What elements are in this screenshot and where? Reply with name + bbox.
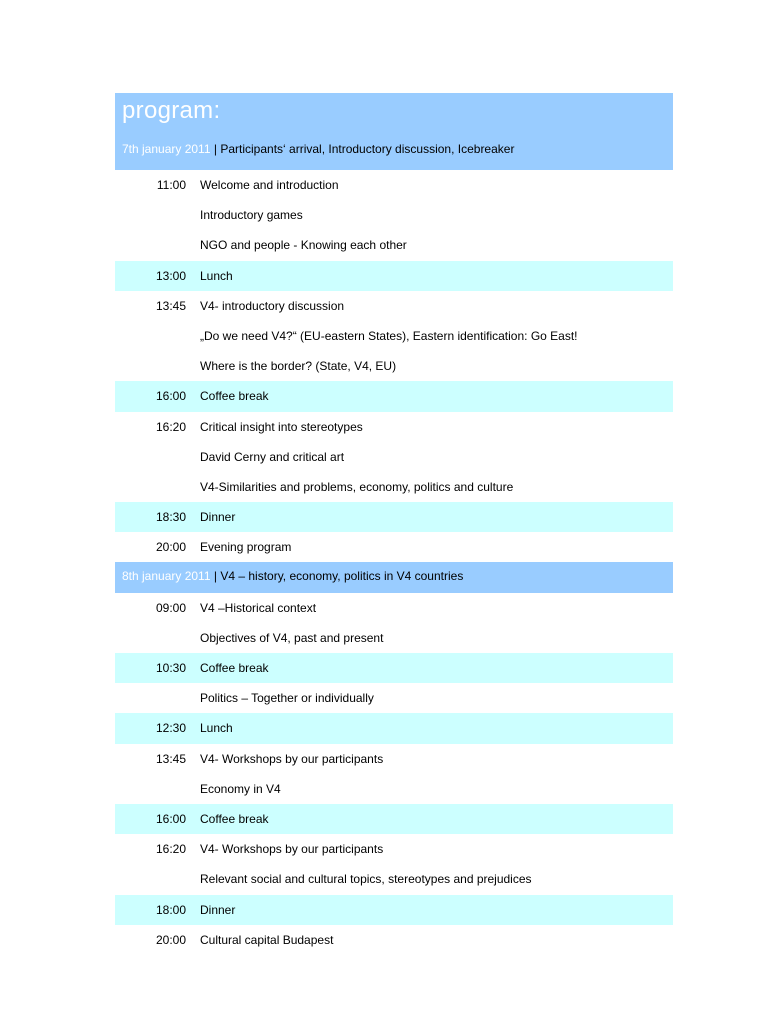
schedule-row — [115, 925, 673, 955]
day2-separator: | — [213, 569, 217, 584]
schedule-activity: Relevant social and cultural topics, stereotypes and prejudices — [200, 872, 532, 887]
schedule-activity: Critical insight into stereotypes — [200, 419, 363, 434]
program-title: program: — [122, 97, 221, 124]
schedule-row — [115, 200, 673, 230]
schedule-activity: V4- Workshops by our participants — [200, 751, 384, 766]
schedule-activity: Lunch — [200, 268, 233, 283]
schedule-row — [115, 472, 673, 502]
schedule-row — [115, 774, 673, 804]
day1-description: Participants‘ arrival, Introductory discussion, Icebreaker — [220, 142, 515, 156]
schedule-activity: Politics – Together or individually — [200, 691, 374, 706]
schedule-time: 13:00 — [155, 268, 186, 283]
day2-schedule — [115, 593, 673, 955]
schedule-activity: V4-Similarities and problems, economy, politics and culture — [200, 479, 514, 494]
schedule-activity: V4 –Historical context — [200, 600, 317, 615]
schedule-time: 13:45 — [155, 298, 186, 313]
schedule-time: 11:00 — [156, 178, 186, 192]
schedule-activity: Welcome and introduction — [200, 178, 339, 192]
schedule-time: 16:20 — [155, 419, 186, 434]
program-table — [115, 93, 673, 955]
schedule-activity: Cultural capital Budapest — [200, 932, 334, 947]
day1-separator: | — [213, 142, 217, 156]
schedule-activity: Coffee break — [200, 811, 269, 826]
schedule-row — [115, 804, 673, 834]
schedule-row — [115, 744, 673, 774]
schedule-row — [115, 532, 673, 562]
schedule-row — [115, 502, 673, 532]
schedule-activity: Evening program — [200, 540, 292, 555]
schedule-row — [115, 261, 673, 291]
schedule-activity: Economy in V4 — [200, 781, 281, 796]
schedule-activity: Introductory games — [200, 208, 303, 223]
schedule-row — [115, 895, 673, 925]
schedule-row — [115, 291, 673, 321]
schedule-row — [115, 351, 673, 381]
program-header — [115, 93, 673, 170]
schedule-row — [115, 623, 673, 653]
day2-heading — [122, 569, 463, 583]
schedule-row — [115, 864, 673, 894]
schedule-activity: NGO and people - Knowing each other — [200, 238, 407, 253]
schedule-activity: Where is the border? (State, V4, EU) — [200, 359, 397, 374]
schedule-time: 18:30 — [155, 510, 186, 525]
schedule-time: 09:00 — [155, 600, 186, 615]
schedule-row — [115, 170, 673, 200]
schedule-time: 16:00 — [155, 811, 186, 826]
schedule-row — [115, 683, 673, 713]
day1-heading — [122, 142, 514, 156]
schedule-row — [115, 834, 673, 864]
schedule-time: 13:45 — [155, 751, 186, 766]
schedule-time: 10:30 — [155, 661, 186, 675]
schedule-time: 16:20 — [155, 842, 186, 857]
schedule-activity: V4- introductory discussion — [200, 298, 345, 313]
schedule-activity: Objectives of V4, past and present — [200, 630, 384, 645]
schedule-row — [115, 412, 673, 442]
day2-heading-row — [115, 562, 673, 592]
schedule-activity: David Cerny and critical art — [200, 449, 345, 464]
schedule-activity: Dinner — [200, 902, 236, 917]
day1-date: 7th january 2011 — [122, 142, 211, 156]
schedule-row — [115, 593, 673, 623]
schedule-time: 18:00 — [155, 902, 186, 917]
schedule-activity: Dinner — [200, 510, 236, 525]
day2-description: V4 – history, economy, politics in V4 countries — [220, 569, 464, 584]
schedule-row — [115, 381, 673, 411]
schedule-activity: V4- Workshops by our participants — [200, 842, 384, 857]
schedule-activity: Coffee break — [200, 661, 269, 675]
schedule-time: 20:00 — [155, 540, 186, 555]
schedule-row — [115, 653, 673, 683]
schedule-row — [115, 442, 673, 472]
schedule-time: 12:30 — [155, 721, 186, 736]
schedule-activity: „Do we need V4?“ (EU-eastern States), Eastern identification: Go East! — [200, 328, 578, 343]
day2-date: 8th january 2011 — [122, 569, 211, 584]
schedule-activity: Lunch — [200, 721, 233, 736]
schedule-row — [115, 713, 673, 743]
schedule-row — [115, 321, 673, 351]
schedule-time: 20:00 — [155, 932, 186, 947]
schedule-activity: Coffee break — [200, 389, 269, 404]
day1-schedule — [115, 170, 673, 562]
schedule-row — [115, 230, 673, 260]
schedule-time: 16:00 — [155, 389, 186, 404]
